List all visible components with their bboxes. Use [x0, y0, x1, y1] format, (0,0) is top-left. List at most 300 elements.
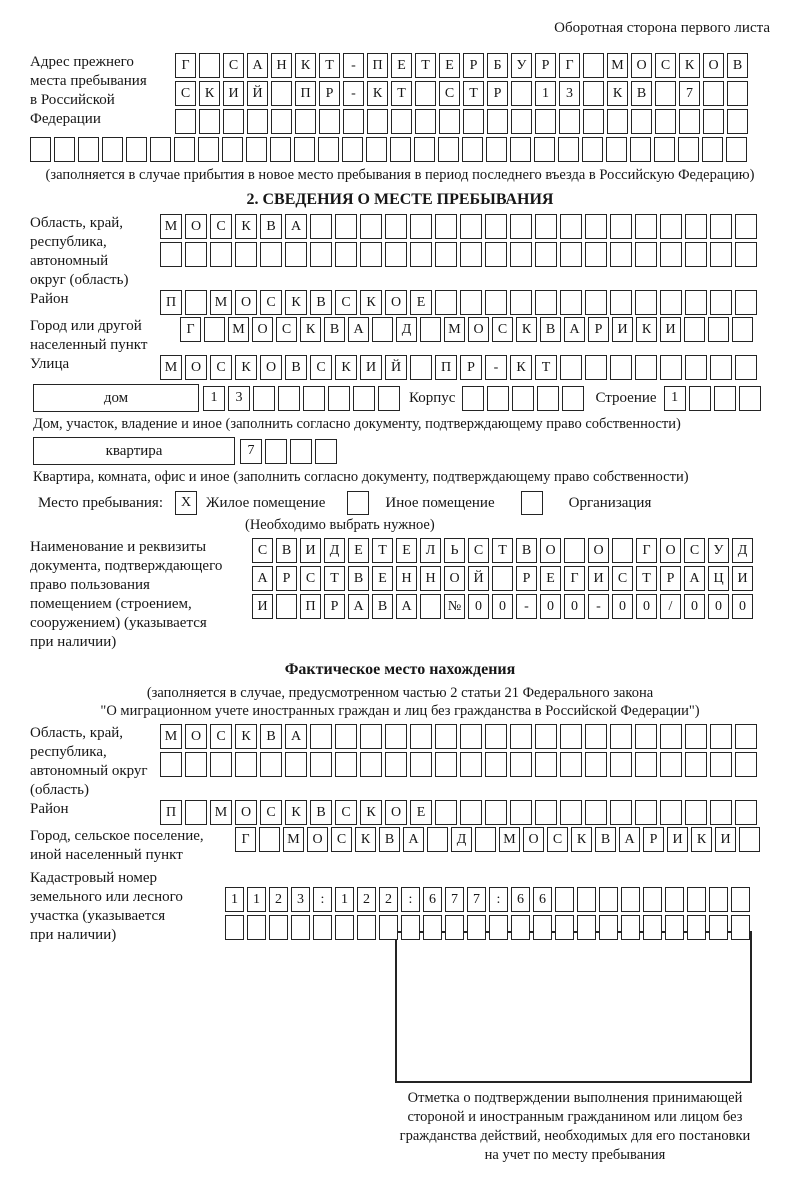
char-box — [735, 355, 757, 380]
char-box — [739, 827, 760, 852]
char-box: : — [313, 887, 332, 912]
char-box — [510, 752, 532, 777]
char-box: 1 — [225, 887, 244, 912]
char-box — [665, 887, 684, 912]
field-factual-city — [30, 827, 770, 865]
label-line: "О миграционном учете иностранных граждан и лиц без гражданства в Российской Федерации") — [100, 703, 700, 719]
option-other-premises-label: Иное помещение — [385, 494, 495, 511]
char-box — [635, 242, 657, 267]
char-box — [342, 137, 363, 162]
char-box — [462, 386, 484, 411]
char-box: И — [660, 317, 681, 342]
char-box — [727, 109, 748, 134]
field-cadastral — [30, 869, 770, 945]
stamp-caption — [375, 1089, 775, 1165]
char-box — [310, 214, 332, 239]
char-grid-house — [203, 386, 400, 411]
char-box: С — [468, 538, 489, 563]
char-box — [635, 724, 657, 749]
char-box — [635, 752, 657, 777]
char-box: А — [564, 317, 585, 342]
char-box — [560, 800, 582, 825]
char-box — [535, 290, 557, 315]
char-box — [685, 290, 707, 315]
char-box: О — [235, 800, 257, 825]
char-box: В — [310, 290, 332, 315]
char-box: В — [310, 800, 332, 825]
apartment-note: Квартира, комната, офис и иное (заполнить согласно документу, подтверждающему право собственности) — [33, 469, 689, 485]
char-box — [635, 290, 657, 315]
char-box — [235, 242, 257, 267]
char-box — [210, 752, 232, 777]
char-box — [739, 386, 761, 411]
char-box — [558, 137, 579, 162]
char-box: К — [571, 827, 592, 852]
char-box: Т — [319, 53, 340, 78]
char-box — [710, 214, 732, 239]
stamp-area — [375, 931, 770, 1165]
char-box — [319, 109, 340, 134]
char-box: О — [260, 355, 282, 380]
char-box — [410, 242, 432, 267]
option-residential-label: Жилое помещение — [206, 494, 326, 511]
char-box: К — [285, 800, 307, 825]
char-box: 0 — [708, 594, 729, 619]
char-box: Й — [247, 81, 268, 106]
char-box — [560, 752, 582, 777]
char-box — [410, 214, 432, 239]
char-box: 1 — [664, 386, 686, 411]
char-box: : — [489, 887, 508, 912]
char-box: № — [444, 594, 465, 619]
char-box: К — [235, 355, 257, 380]
char-box — [684, 317, 705, 342]
label-line: Федерации — [30, 111, 101, 127]
char-box: В — [727, 53, 748, 78]
char-grid-prev-address-4 — [30, 137, 770, 162]
char-box — [160, 242, 182, 267]
char-box: К — [199, 81, 220, 106]
char-box — [328, 386, 350, 411]
char-box — [415, 81, 436, 106]
char-box — [367, 109, 388, 134]
char-box — [460, 290, 482, 315]
char-grid-street — [160, 355, 757, 380]
char-box — [415, 109, 436, 134]
char-box: 7 — [240, 439, 262, 464]
char-box: / — [660, 594, 681, 619]
char-box: В — [379, 827, 400, 852]
char-box — [685, 214, 707, 239]
label-line: при наличии) — [30, 927, 117, 943]
char-grid-factual-region-1 — [160, 724, 757, 749]
char-box — [318, 137, 339, 162]
char-box: И — [715, 827, 736, 852]
char-box: Д — [732, 538, 753, 563]
char-box: 0 — [492, 594, 513, 619]
char-box — [391, 109, 412, 134]
char-box — [703, 81, 724, 106]
field-street — [30, 355, 770, 380]
char-box — [270, 137, 291, 162]
char-box — [685, 724, 707, 749]
char-box — [335, 214, 357, 239]
char-box — [535, 800, 557, 825]
char-box: К — [360, 800, 382, 825]
char-box — [689, 386, 711, 411]
char-box: Е — [396, 538, 417, 563]
char-box: О — [631, 53, 652, 78]
checkbox-residential: X — [175, 491, 197, 515]
char-box — [511, 81, 532, 106]
stay-type-label: Место пребывания: — [38, 494, 163, 511]
char-box: С — [335, 290, 357, 315]
char-box — [360, 752, 382, 777]
char-box: О — [385, 290, 407, 315]
char-box: М — [499, 827, 520, 852]
char-box: Л — [420, 538, 441, 563]
char-box: С — [260, 290, 282, 315]
char-box: 2 — [269, 887, 288, 912]
char-box: Т — [372, 538, 393, 563]
label-line: Адрес прежнего — [30, 54, 134, 70]
char-box: 0 — [540, 594, 561, 619]
field-previous-address — [30, 53, 770, 134]
char-box — [310, 242, 332, 267]
char-box — [714, 386, 736, 411]
char-box: О — [185, 724, 207, 749]
char-box — [315, 439, 337, 464]
char-box: Г — [559, 53, 580, 78]
char-box: В — [260, 724, 282, 749]
char-box — [585, 724, 607, 749]
char-grid-region-2 — [160, 242, 757, 267]
char-box — [210, 242, 232, 267]
char-box — [660, 800, 682, 825]
char-box — [253, 386, 275, 411]
char-box: Р — [588, 317, 609, 342]
char-box — [610, 724, 632, 749]
char-box — [435, 214, 457, 239]
checkbox-organization — [521, 491, 543, 515]
char-box — [511, 915, 530, 940]
char-box — [703, 109, 724, 134]
char-box: 0 — [684, 594, 705, 619]
label-line: в Российской — [30, 92, 115, 108]
char-box — [560, 214, 582, 239]
option-organization-label: Организация — [568, 494, 652, 511]
field-region — [30, 214, 770, 290]
char-box — [198, 137, 219, 162]
char-box — [709, 915, 728, 940]
char-box — [560, 290, 582, 315]
char-box: - — [516, 594, 537, 619]
char-box — [510, 242, 532, 267]
char-box: К — [235, 214, 257, 239]
char-box: С — [655, 53, 676, 78]
char-box — [685, 355, 707, 380]
char-box — [335, 752, 357, 777]
char-box — [655, 81, 676, 106]
char-box: Т — [324, 566, 345, 591]
char-box: 1 — [535, 81, 556, 106]
char-box — [654, 137, 675, 162]
char-box — [102, 137, 123, 162]
char-box: К — [355, 827, 376, 852]
char-box — [735, 242, 757, 267]
label-line: Область, край, — [30, 725, 124, 741]
char-box: Ь — [444, 538, 465, 563]
char-box — [621, 887, 640, 912]
char-box: - — [343, 53, 364, 78]
char-box — [439, 109, 460, 134]
char-box — [390, 137, 411, 162]
char-box: 0 — [612, 594, 633, 619]
label-line: земельного или лесного — [30, 889, 183, 905]
char-box — [585, 752, 607, 777]
char-box: Т — [463, 81, 484, 106]
previous-address-note: (заполняется в случае прибытия в новое место пребывания в период последнего въезда в Российскую Федерацию) — [45, 167, 755, 183]
char-box: К — [516, 317, 537, 342]
char-box — [335, 724, 357, 749]
label-line: иной населенный пункт — [30, 847, 183, 863]
char-box: 1 — [247, 887, 266, 912]
char-box — [460, 752, 482, 777]
char-box: 6 — [533, 887, 552, 912]
char-box — [463, 109, 484, 134]
char-box: О — [523, 827, 544, 852]
char-box: В — [540, 317, 561, 342]
char-box — [660, 214, 682, 239]
char-box — [685, 800, 707, 825]
char-box — [271, 81, 292, 106]
char-box — [710, 290, 732, 315]
char-box — [357, 915, 376, 940]
char-box — [343, 109, 364, 134]
label-line: Город, сельское поселение, — [30, 828, 204, 844]
char-box — [582, 137, 603, 162]
char-box: И — [300, 538, 321, 563]
char-box: Е — [410, 800, 432, 825]
char-box: В — [372, 594, 393, 619]
char-box: П — [367, 53, 388, 78]
char-box — [687, 915, 706, 940]
char-box: Р — [643, 827, 664, 852]
char-box — [555, 887, 574, 912]
char-box: К — [636, 317, 657, 342]
char-box — [583, 109, 604, 134]
char-box — [175, 109, 196, 134]
char-box: 0 — [636, 594, 657, 619]
label-line: документа, подтверждающего — [30, 558, 223, 574]
char-box: Г — [175, 53, 196, 78]
char-box: Н — [271, 53, 292, 78]
char-grid-cadastral-1 — [225, 887, 750, 912]
char-box: А — [247, 53, 268, 78]
field-district — [30, 290, 770, 315]
char-box — [726, 137, 747, 162]
char-box: 2 — [357, 887, 376, 912]
char-box — [204, 317, 225, 342]
char-box: А — [285, 724, 307, 749]
char-box — [559, 109, 580, 134]
char-box — [702, 137, 723, 162]
char-box: Е — [391, 53, 412, 78]
char-box — [487, 386, 509, 411]
stroenie-label: Строение — [595, 389, 657, 406]
char-box: С — [210, 724, 232, 749]
char-grid-cadastral-2 — [225, 915, 750, 940]
char-box — [487, 109, 508, 134]
char-box: Д — [324, 538, 345, 563]
label-line: (заполняется в случае, предусмотренном частью 2 статьи 21 Федерального закона — [146, 685, 654, 701]
char-box — [485, 752, 507, 777]
char-box: В — [276, 538, 297, 563]
field-factual-region — [30, 724, 770, 800]
char-grid-factual-region-2 — [160, 752, 757, 777]
char-box: С — [276, 317, 297, 342]
apartment-box-label: квартира — [33, 437, 235, 465]
factual-district-label: Район — [30, 801, 69, 817]
char-box — [510, 724, 532, 749]
char-box: И — [223, 81, 244, 106]
char-box — [583, 53, 604, 78]
char-box: Р — [487, 81, 508, 106]
char-box — [635, 355, 657, 380]
char-box: 7 — [467, 887, 486, 912]
char-box: - — [588, 594, 609, 619]
char-box: Й — [385, 355, 407, 380]
char-box — [427, 827, 448, 852]
char-box: 0 — [732, 594, 753, 619]
char-box: А — [348, 317, 369, 342]
char-box: М — [160, 724, 182, 749]
char-box — [678, 137, 699, 162]
char-box: К — [235, 724, 257, 749]
char-box: 7 — [679, 81, 700, 106]
char-box: Б — [487, 53, 508, 78]
label-line: округ (область) — [30, 272, 129, 288]
char-box: С — [252, 538, 273, 563]
char-box: О — [540, 538, 561, 563]
char-box — [710, 724, 732, 749]
cadastral-label — [30, 869, 225, 945]
page-side-note: Оборотная сторона первого листа — [554, 20, 770, 36]
char-box: С — [175, 81, 196, 106]
char-box — [599, 887, 618, 912]
char-grid-district — [160, 290, 757, 315]
char-box — [735, 724, 757, 749]
char-box — [460, 724, 482, 749]
char-box: 6 — [511, 887, 530, 912]
char-box: Т — [535, 355, 557, 380]
char-box: К — [510, 355, 532, 380]
char-box — [535, 242, 557, 267]
char-box: О — [444, 566, 465, 591]
char-box: С — [612, 566, 633, 591]
char-box — [643, 887, 662, 912]
char-box — [660, 752, 682, 777]
char-box — [385, 724, 407, 749]
korpus-label: Корпус — [409, 389, 456, 406]
char-box: П — [160, 290, 182, 315]
char-box — [612, 538, 633, 563]
char-box — [460, 800, 482, 825]
char-box: А — [348, 594, 369, 619]
stamp-box — [395, 931, 752, 1083]
char-box — [735, 752, 757, 777]
char-box — [510, 290, 532, 315]
section2-title: 2. СВЕДЕНИЯ О МЕСТЕ ПРЕБЫВАНИЯ — [246, 191, 554, 208]
char-box: С — [492, 317, 513, 342]
char-box — [560, 355, 582, 380]
char-box — [610, 290, 632, 315]
char-box — [222, 137, 243, 162]
char-box — [710, 800, 732, 825]
char-box: О — [468, 317, 489, 342]
label-line: Область, край, — [30, 215, 124, 231]
char-box — [360, 724, 382, 749]
char-box — [635, 800, 657, 825]
char-box: Н — [420, 566, 441, 591]
char-box — [560, 242, 582, 267]
char-box — [735, 800, 757, 825]
char-box — [410, 724, 432, 749]
char-box — [414, 137, 435, 162]
char-box: У — [708, 538, 729, 563]
char-box: М — [160, 214, 182, 239]
char-box — [685, 752, 707, 777]
char-box: С — [335, 800, 357, 825]
char-box: Р — [319, 81, 340, 106]
char-box — [462, 137, 483, 162]
char-box: М — [607, 53, 628, 78]
char-grid-factual-district — [160, 800, 757, 825]
char-box: Е — [410, 290, 432, 315]
char-box — [445, 915, 464, 940]
char-box — [460, 214, 482, 239]
char-box: - — [485, 355, 507, 380]
char-box: В — [516, 538, 537, 563]
char-box: К — [367, 81, 388, 106]
char-box: У — [511, 53, 532, 78]
char-box — [610, 752, 632, 777]
char-box: 1 — [335, 887, 354, 912]
char-box — [310, 752, 332, 777]
char-box — [510, 137, 531, 162]
char-box — [260, 242, 282, 267]
char-grid-stroenie — [664, 386, 761, 411]
char-box — [185, 290, 207, 315]
char-box — [199, 53, 220, 78]
char-box — [535, 214, 557, 239]
char-box — [735, 290, 757, 315]
char-box — [410, 752, 432, 777]
char-box — [435, 800, 457, 825]
char-box: С — [260, 800, 282, 825]
char-box — [265, 439, 287, 464]
char-box — [643, 915, 662, 940]
char-box: 7 — [445, 887, 464, 912]
char-box: Г — [636, 538, 657, 563]
char-box: К — [691, 827, 712, 852]
char-box — [54, 137, 75, 162]
char-box: В — [285, 355, 307, 380]
char-box — [246, 137, 267, 162]
char-box — [475, 827, 496, 852]
char-box — [710, 355, 732, 380]
char-box — [585, 242, 607, 267]
